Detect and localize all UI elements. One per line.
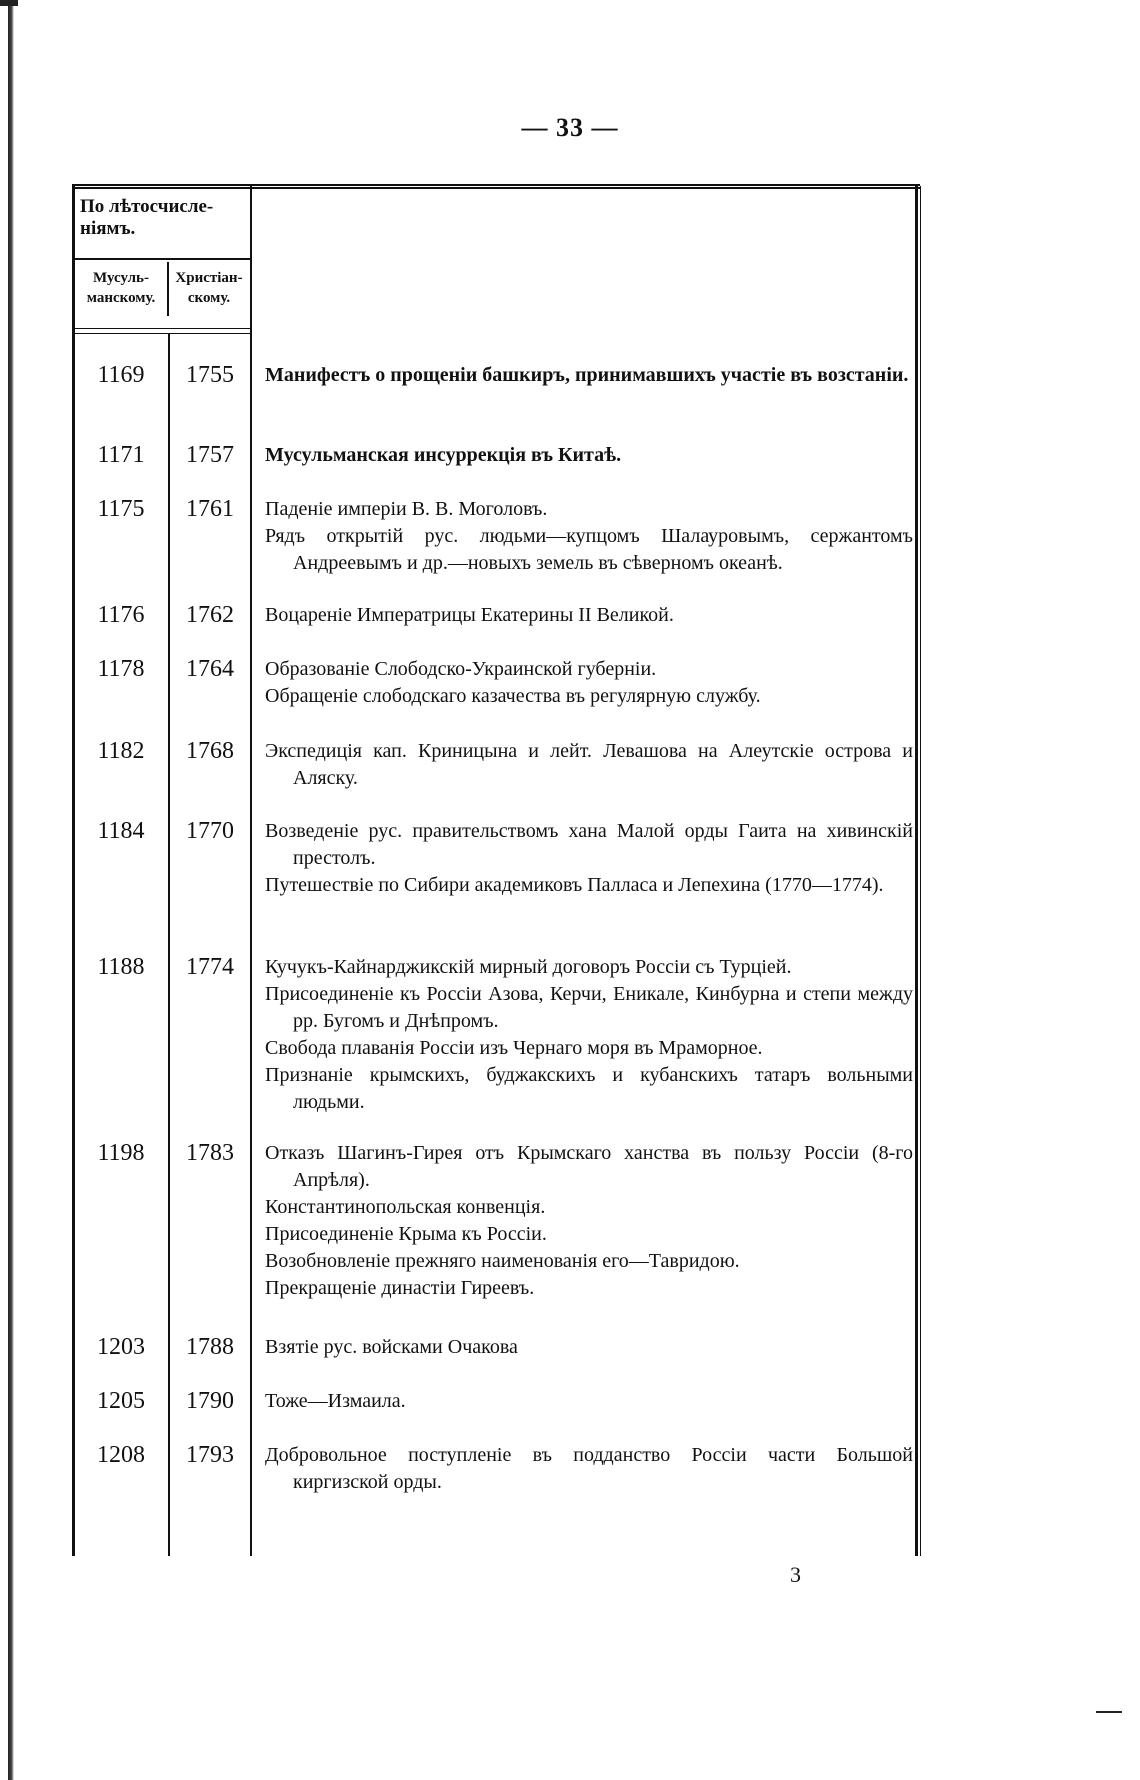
header-bottom-rule bbox=[75, 328, 250, 334]
event-text: Признаніе крымскихъ, буджакскихъ и кубанскихъ татаръ вольными людьми. bbox=[265, 1064, 913, 1113]
table-border-right-outer bbox=[920, 186, 921, 1556]
christian-year: 1770 bbox=[186, 818, 234, 844]
event-text: Прекращеніе династіи Гиреевъ. bbox=[265, 1277, 535, 1299]
event-text: Свобода плаванія Россіи изъ Чернаго моря въ Мраморное. bbox=[265, 1037, 763, 1059]
christian-year: 1768 bbox=[186, 738, 234, 764]
event-list bbox=[265, 362, 913, 389]
event-list bbox=[265, 602, 913, 629]
event-text: Экспедиція кап. Криницына и лейт. Левашова на Алеутскіе острова и Аляску. bbox=[265, 740, 913, 789]
christian-year: 1761 bbox=[186, 496, 234, 522]
event-list bbox=[265, 442, 913, 469]
event-list bbox=[265, 1388, 913, 1415]
event-list bbox=[265, 656, 913, 710]
page-number: — 33 — bbox=[521, 113, 619, 142]
event-text: Обращеніе слободскаго казачества въ регулярную службу. bbox=[265, 685, 761, 707]
muslim-year: 1205 bbox=[97, 1388, 145, 1414]
muslim-year: 1171 bbox=[97, 442, 145, 468]
event-text: Кучукъ-Кайнарджикскій мирный договоръ Россіи съ Турціей. bbox=[265, 956, 792, 978]
event-list bbox=[265, 1334, 913, 1361]
christian-year: 1783 bbox=[186, 1140, 234, 1166]
event-text: Тоже—Измаила. bbox=[265, 1390, 406, 1412]
event-text: Рядъ открытій рус. людьми—купцомъ Шалауровымъ, сержантомъ Андреевымъ и др.—новыхъ земель въ сѣверномъ океанѣ. bbox=[265, 525, 913, 574]
muslim-year: 1176 bbox=[97, 602, 145, 628]
event-text: Взятіе рус. войсками Очакова bbox=[265, 1336, 518, 1358]
header-christian-column: Христіан-скому. bbox=[175, 270, 243, 306]
christian-year: 1757 bbox=[186, 442, 234, 468]
christian-year: 1755 bbox=[186, 362, 234, 388]
muslim-year: 1188 bbox=[97, 954, 145, 980]
table-border-right bbox=[915, 186, 918, 1556]
muslim-year: 1184 bbox=[97, 818, 145, 844]
event-list bbox=[265, 496, 913, 577]
event-list bbox=[265, 1442, 913, 1496]
christian-year: 1790 bbox=[186, 1388, 234, 1414]
christian-year: 1762 bbox=[186, 602, 234, 628]
event-text: Путешествіе по Сибири академиковъ Палласа и Лепехина (1770—1774). bbox=[265, 874, 884, 896]
event-text: Манифестъ о прощеніи башкиръ, принимавшихъ участіе въ возстаніи. bbox=[265, 364, 909, 386]
muslim-year: 1169 bbox=[97, 362, 145, 388]
event-text: Добровольное поступленіе въ подданство Россіи части Большой киргизской орды. bbox=[265, 1444, 913, 1493]
header-title: По лѣтосчисле-ніямъ. bbox=[80, 196, 214, 239]
muslim-year: 1198 bbox=[97, 1140, 145, 1166]
event-text: Константинопольская конвенція. bbox=[265, 1196, 546, 1218]
event-text: Отказъ Шагинъ-Гирея отъ Крымскаго ханства въ пользу Россіи (8-го Апрѣля). bbox=[265, 1142, 913, 1191]
signature-mark: 3 bbox=[790, 1562, 801, 1587]
event-list bbox=[265, 738, 913, 792]
event-text: Присоединеніе Крыма къ Россіи. bbox=[265, 1223, 547, 1245]
muslim-year: 1208 bbox=[97, 1442, 145, 1468]
event-text: Паденіе имперіи В. В. Моголовъ. bbox=[265, 498, 548, 520]
christian-year: 1774 bbox=[186, 954, 234, 980]
event-text: Мусульманская инсуррекція въ Китаѣ. bbox=[265, 444, 622, 466]
header-divider bbox=[75, 258, 250, 260]
column-divider-events bbox=[250, 186, 252, 1556]
christian-year: 1793 bbox=[186, 1442, 234, 1468]
event-text: Воцареніе Императрицы Екатерины II Великой. bbox=[265, 604, 674, 626]
muslim-year: 1203 bbox=[97, 1334, 145, 1360]
scan-mark-top bbox=[0, 0, 18, 6]
event-text: Образованіе Слободско-Украинской губерніи. bbox=[265, 658, 657, 680]
binding-edge bbox=[8, 0, 14, 1780]
event-list bbox=[265, 1140, 913, 1302]
event-text: Возведеніе рус. правительствомъ хана Малой орды Гаита на хивинскій престолъ. bbox=[265, 820, 913, 869]
event-text: Присоединеніе къ Россіи Азова, Керчи, Еникале, Кинбурна и степи между рр. Бугомъ и Днѣпромъ. bbox=[265, 983, 913, 1032]
muslim-year: 1182 bbox=[97, 738, 145, 764]
muslim-year: 1178 bbox=[97, 656, 145, 682]
event-list bbox=[265, 818, 913, 899]
event-list bbox=[265, 954, 913, 1116]
muslim-year: 1175 bbox=[97, 496, 145, 522]
christian-year: 1764 bbox=[186, 656, 234, 682]
event-text: Возобновленіе прежняго наименованія его—Тавридою. bbox=[265, 1250, 740, 1272]
header-muslim-column: Мусуль-манскому. bbox=[86, 270, 156, 306]
scan-mark-bottom bbox=[1096, 1711, 1122, 1713]
christian-year: 1788 bbox=[186, 1334, 234, 1360]
